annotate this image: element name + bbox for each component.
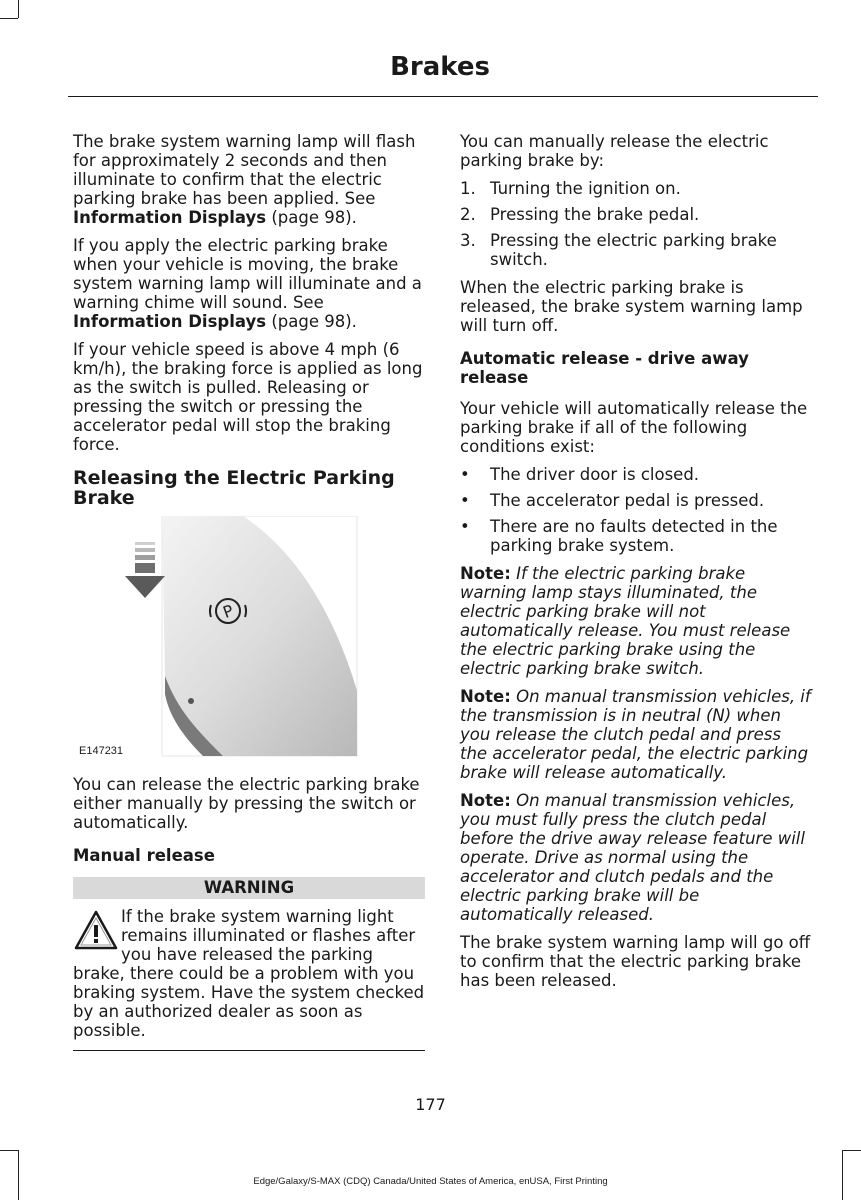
note-label: Note: xyxy=(460,687,511,706)
crop-mark xyxy=(842,1150,843,1200)
warning-box xyxy=(73,877,425,1051)
bullet-list xyxy=(460,465,812,555)
list-item: • There are no faults detected in the parking brake system. xyxy=(460,517,778,555)
crop-mark xyxy=(18,0,19,18)
crop-mark xyxy=(18,1150,19,1200)
figure-code: E147231 xyxy=(79,745,124,757)
warning-divider xyxy=(73,1050,425,1051)
note: Note: If the electric parking brake warning lamp stays illuminated, the electric parking brake will not automatically release. You must release the electric parking brake using the electric parking brake switch. xyxy=(460,564,791,678)
subsection-heading: Manual release xyxy=(73,846,215,865)
footer-text: Edge/Galaxy/S-MAX (CDQ) Canada/United States of America, enUSA, First Printing xyxy=(253,1176,608,1187)
paragraph: When the electric parking brake is released, the brake system warning lamp will turn off. xyxy=(460,278,803,335)
page-title: Brakes xyxy=(390,52,490,82)
list-item: 2. Pressing the brake pedal. xyxy=(460,205,700,224)
list-item: • The accelerator pedal is pressed. xyxy=(460,491,765,510)
paragraph: If your vehicle speed is above 4 mph (6 km/h), the braking force is applied as long as the switch is pulled. Releasing or pressing the switch or pressing the accelerator pedal will stop the braking force. xyxy=(73,340,423,454)
warning-title: WARNING xyxy=(73,877,425,899)
parking-brake-switch-figure xyxy=(73,516,425,761)
warning-text: If the brake system warning light remains illuminated or flashes after you have released the parking brake, there could be a problem with you braking system. Have the system checked by an authorized dealer as soon as possible. xyxy=(73,907,425,1040)
note-label: Note: xyxy=(460,791,511,810)
crop-mark xyxy=(0,18,18,19)
cross-reference[interactable]: Information Displays xyxy=(73,312,267,331)
note: Note: On manual transmission vehicles, you must fully press the clutch pedal before the drive away release feature will operate. Drive as normal using the accelerator and clutch pedals and the electric parking brake will be automatically released. xyxy=(460,791,805,924)
crop-mark xyxy=(842,1150,861,1151)
numbered-list xyxy=(460,179,812,269)
paragraph: The brake system warning lamp will go off to confirm that the electric parking brake has been released. xyxy=(460,933,811,990)
paragraph: The brake system warning lamp will flash for approximately 2 seconds and then illuminate to confirm that the electric parking brake has been applied. See Information Displays (page 98). xyxy=(73,132,416,227)
section-heading: Releasing the Electric Parking Brake xyxy=(73,467,395,509)
paragraph: You can release the electric parking brake either manually by pressing the switch or automatically. xyxy=(73,775,420,832)
list-item: • The driver door is closed. xyxy=(460,465,700,484)
paragraph: Your vehicle will automatically release the parking brake if all of the following conditions exist: xyxy=(460,399,808,456)
list-item: 1. Turning the ignition on. xyxy=(460,179,681,198)
subsection-heading: Automatic release - drive away release xyxy=(460,349,749,387)
right-column xyxy=(460,132,812,999)
list-item: 3. Pressing the electric parking brake switch. xyxy=(460,231,777,269)
parking-brake-switch-illustration xyxy=(73,516,425,761)
paragraph: If you apply the electric parking brake when your vehicle is moving, the brake system warning lamp will illuminate and a warning chime will sound. See Information Displays (page 98). xyxy=(73,236,422,331)
paragraph: You can manually release the electric parking brake by: xyxy=(460,132,769,170)
note-label: Note: xyxy=(460,564,511,583)
page-number: 177 xyxy=(415,1095,446,1114)
cross-reference[interactable]: Information Displays xyxy=(73,208,267,227)
warning-triangle-icon xyxy=(73,909,119,951)
svg-text:P: P xyxy=(220,600,236,623)
note: Note: On manual transmission vehicles, if the transmission is in neutral (N) when you release the clutch pedal and press the accelerator pedal, the electric parking brake will release automatically. xyxy=(460,687,811,782)
header-divider xyxy=(68,96,818,97)
left-column xyxy=(73,132,425,1051)
crop-mark xyxy=(0,1150,18,1151)
